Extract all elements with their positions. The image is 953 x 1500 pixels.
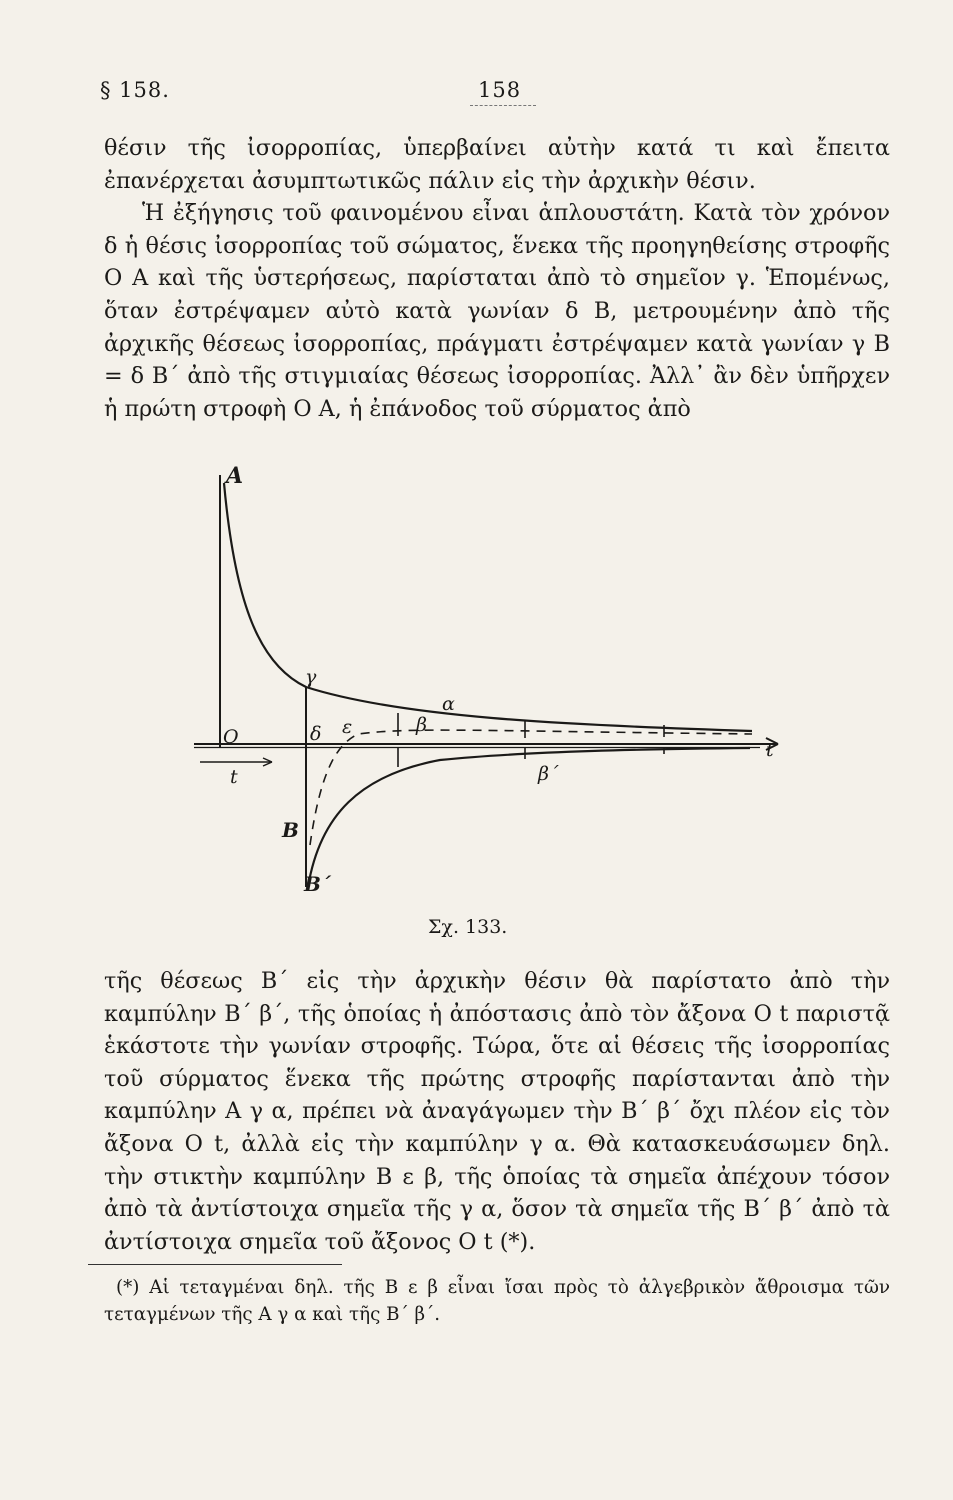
body-text-top xyxy=(104,132,890,425)
label-t-left: t xyxy=(230,766,238,788)
label-A: A xyxy=(226,463,244,489)
page-number: 158 xyxy=(478,78,522,102)
label-B-prime: B΄ xyxy=(304,872,331,896)
label-epsilon: ε xyxy=(342,716,353,738)
curve-A-gamma-alpha xyxy=(224,483,752,731)
label-beta-prime: β΄ xyxy=(538,763,559,785)
label-alpha: α xyxy=(442,693,455,715)
label-O: O xyxy=(223,726,239,748)
page-number-rule xyxy=(470,105,536,106)
section-number: § 158. xyxy=(100,78,170,102)
paragraph-curve-construction: τῆς θέσεως B΄ εἰς τὴν ἀρχικὴν θέσιν θὰ παρίστατο ἀπὸ τὴν καμπύλην B΄ β΄, τῆς ὁποίας ἡ ἀπόστασις ἀπὸ τὸν ἄξονα O t παριστᾷ ἑκάστοτε τὴν γωνίαν στροφῆς. Τώρα, ὅτε αἱ θέσεις τῆς ἰσορροπίας τοῦ σύρματος ἕνεκα τῆς πρώτης στροφῆς παρίστανται ἀπὸ τὴν καμπύλην A γ α, πρέπει νὰ ἀναγάγωμεν τὴν B΄ β΄ ὄχι πλέον εἰς τὸν ἄξονα O t, ἀλλὰ εἰς τὴν καμπύλην γ α. Θὰ κατασκευάσωμεν δηλ. τὴν στικτὴν καμπύλην B ε β, τῆς ὁποίας τὰ σημεῖα ἀπέχουν τόσον ἀπὸ τὰ ἀντίστοιχα σημεῖα τῆς γ α, ὅσον τὰ σημεῖα τῆς B΄ β΄ ἀπὸ τὰ ἀντίστοιχα σημεῖα τοῦ ἄξονος O t (*). xyxy=(104,968,890,1255)
page-header xyxy=(100,78,890,106)
body-text-bottom xyxy=(104,965,890,1258)
footnote-rule xyxy=(88,1264,342,1265)
footnote-text: (*) Αἱ τεταγμέναι δηλ. τῆς B ε β εἶναι ἴσαι πρὸς τὸ ἀλγεβρικὸν ἄθροισμα τῶν τεταγμένων τῆς A γ α καὶ τῆς B΄ β΄. xyxy=(104,1277,890,1325)
label-beta: β xyxy=(416,714,427,736)
paragraph-explanation: Ἡ ἐξήγησις τοῦ φαινομένου εἶναι ἁπλουστάτη. Κατὰ τὸν χρόνον δ ἡ θέσις ἰσορροπίας τοῦ σώματος, ἕνεκα τῆς προηγηθείσης στροφῆς O A καὶ τῆς ὑστερήσεως, παρίσταται ἀπὸ τὸ σημεῖον γ. Ἑπομένως, ὅταν ἐστρέψαμεν αὐτὸ κατὰ γωνίαν δ B, μετρουμένην ἀπὸ τῆς ἀρχικῆς θέσεως ἰσορροπίας, πράγματι ἐστρέψαμεν κατὰ γωνίαν γ B = δ B΄ ἀπὸ τῆς στιγμιαίας θέσεως ἰσορροπίας. Ἀλλ᾽ ἂν δὲν ὑπῆρχεν ἡ πρώτη στροφὴ O A, ἡ ἐπάνοδος τοῦ σύρματος ἀπὸ xyxy=(104,200,890,422)
label-B: B xyxy=(282,818,299,842)
footnote xyxy=(104,1274,890,1328)
label-gamma: γ xyxy=(305,666,317,688)
curve-B-prime-beta-prime xyxy=(308,748,750,887)
figure-133 xyxy=(180,455,800,910)
figure-caption: Σχ. 133. xyxy=(428,916,508,938)
paragraph-continuation: θέσιν τῆς ἰσορροπίας, ὑπερβαίνει αὐτὴν κατά τι καὶ ἔπειτα ἐπανέρχεται ἀσυμπτωτικῶς πάλιν εἰς τὴν ἀρχικὴν θέσιν. xyxy=(104,135,890,194)
label-delta: δ xyxy=(310,723,322,745)
label-t-right: t xyxy=(766,739,774,761)
